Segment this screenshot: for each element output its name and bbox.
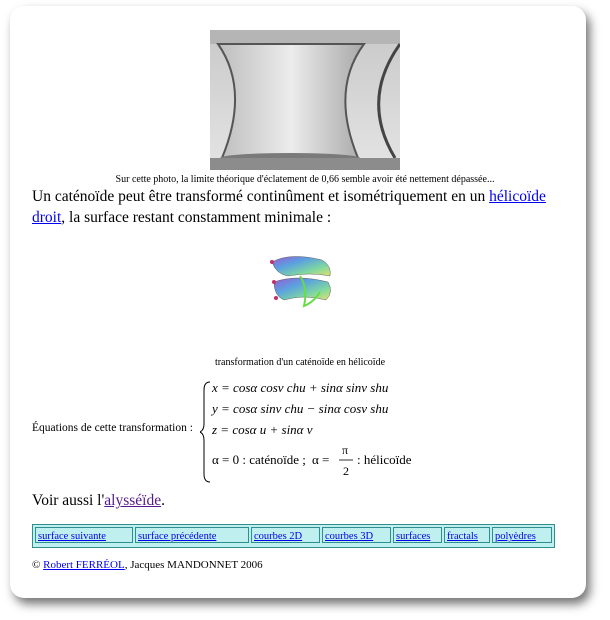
equation-x: x = cosα cosν chu + sinα sinν shu bbox=[212, 380, 389, 395]
nav-cell-previous bbox=[135, 527, 249, 543]
nav-cell-surfaces bbox=[393, 527, 442, 543]
author-link[interactable]: Robert FERRÉOL bbox=[43, 559, 125, 571]
equation-z: z = cosα u + sinα ν bbox=[212, 422, 313, 437]
fraction-denominator: 2 bbox=[343, 464, 349, 478]
intro-text-after: , la surface restant constamment minimale : bbox=[61, 209, 332, 226]
nav-cell-next bbox=[35, 527, 133, 543]
nav-link-courbes-2d[interactable]: courbes 2D bbox=[254, 531, 303, 542]
equations-label: Équations de cette transformation : bbox=[32, 422, 193, 434]
nav-link-surface-precedente[interactable]: surface précédente bbox=[138, 531, 217, 542]
condition-helicoid: : hélicoïde bbox=[357, 452, 412, 467]
photo-caption: Sur cette photo, la limite théorique d'éclatement de 0,66 semble avoir été nettement dépassée... bbox=[115, 174, 495, 185]
intro-text-before: Un caténoïde peut être transformé continûment et isométriquement en un bbox=[32, 188, 490, 205]
helicoide-droit-link[interactable]: hélicoïde droit bbox=[32, 188, 546, 226]
condition-catenoid: α = 0 : caténoïde ; bbox=[212, 452, 306, 467]
nav-link-surface-suivante[interactable]: surface suivante bbox=[38, 531, 106, 542]
nav-cell-3d bbox=[322, 527, 391, 543]
footer bbox=[32, 559, 263, 571]
nav-cell-fractals bbox=[444, 527, 490, 543]
see-also-suffix: . bbox=[161, 492, 165, 509]
navigation-bar bbox=[32, 524, 555, 548]
fraction-numerator: π bbox=[342, 443, 349, 457]
copyright-symbol: © bbox=[32, 559, 41, 571]
condition-alpha-label: α = bbox=[312, 452, 330, 467]
nav-link-courbes-3d[interactable]: courbes 3D bbox=[325, 531, 374, 542]
nav-cell-2d bbox=[251, 527, 320, 543]
parametric-equations bbox=[200, 378, 460, 486]
see-also-line bbox=[32, 492, 165, 510]
nav-link-surfaces[interactable]: surfaces bbox=[396, 531, 431, 542]
equation-y: y = cosα sinν chu − sinα cosν shu bbox=[212, 401, 389, 416]
alysseide-link[interactable]: alysséïde bbox=[104, 492, 162, 509]
footer-rest: , Jacques MANDONNET 2006 bbox=[124, 559, 263, 571]
nav-cell-polyedres bbox=[492, 527, 552, 543]
nav-link-fractals[interactable]: fractals bbox=[447, 531, 478, 542]
nav-link-polyedres[interactable]: polyèdres bbox=[495, 531, 536, 542]
helicoid-animation-image bbox=[260, 252, 340, 312]
catenoid-soap-film-photo bbox=[210, 30, 400, 170]
see-also-prefix: Voir aussi l' bbox=[32, 492, 105, 509]
figure-caption: transformation d'un caténoïde en hélicoïde bbox=[214, 357, 386, 368]
intro-paragraph bbox=[32, 186, 572, 228]
